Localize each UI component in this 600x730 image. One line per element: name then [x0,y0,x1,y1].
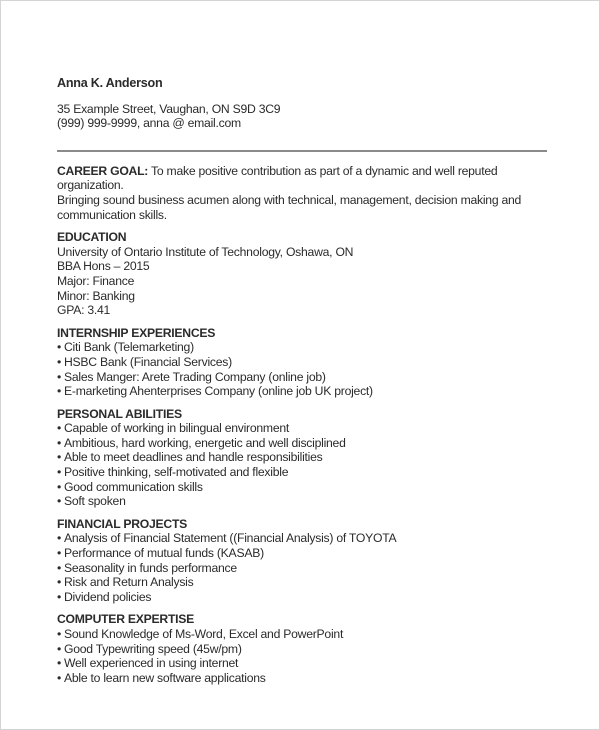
bullet-icon: • [57,465,62,480]
list-item [57,627,557,642]
list-item [57,561,557,576]
list-item [57,671,557,686]
list-item-text: Risk and Return Analysis [64,575,194,590]
list-item [57,575,557,590]
career-goal-section [57,164,557,222]
education-title: EDUCATION [57,230,127,245]
career-goal-line-2: Bringing sound business acumen along with technical, management, decision making and [57,192,522,207]
list-item [57,642,557,657]
list-item [57,465,557,480]
list-item-text: Sound Knowledge of Ms-Word, Excel and PowerPoint [64,627,344,641]
bullet-icon: • [57,589,62,604]
list-item [57,370,557,385]
candidate-name: Anna K. Anderson [57,76,163,90]
bullet-icon: • [57,641,62,656]
list-item-text: Capable of working in bilingual environment [64,421,290,436]
list-item [57,546,557,561]
bullet-icon: • [57,421,62,436]
bullet-icon: • [57,354,62,369]
career-goal-line-1 [57,164,557,193]
bullet-icon: • [57,546,62,561]
list-item [57,531,557,546]
bullet-icon: • [57,479,62,494]
bullet-icon: • [57,494,62,509]
computer-title: COMPUTER EXPERTISE [57,612,195,627]
bullet-icon: • [57,384,62,399]
list-item-text: E-marketing Ahenterprises Company (online job UK project) [64,384,373,399]
list-item [57,384,557,399]
computer-list [57,627,557,685]
phone-email-line: (999) 999-9999, anna @ email.com [57,116,241,131]
internship-section [57,326,557,399]
bullet-icon: • [57,656,62,671]
internship-title: INTERNSHIP EXPERIENCES [57,325,216,340]
list-item [57,480,557,495]
list-item [57,590,557,605]
list-item-text: Well experienced in using internet [64,656,239,671]
list-item [57,494,557,509]
education-line: Minor: Banking [57,288,135,303]
education-line: BBA Hons – 2015 [57,259,150,274]
bullet-icon: • [57,340,62,355]
career-goal-label: CAREER GOAL: [57,163,149,178]
list-item [57,340,557,355]
education-section [57,230,557,318]
projects-list [57,531,557,604]
list-item-text: Good communication skills [64,479,203,494]
resume-page [57,76,557,693]
header-divider [57,150,547,152]
list-item-text: HSBC Bank (Financial Services) [64,354,232,369]
bullet-icon: • [57,450,62,465]
career-goal-line-3: communication skills. [57,207,167,222]
career-goal-text: To make positive contribution as part of a dynamic and well reputed organization. [57,163,498,193]
list-item-text: Dividend policies [64,589,152,604]
bullet-icon: • [57,531,62,546]
list-item [57,450,557,465]
list-item [57,421,557,436]
education-line: GPA: 3.41 [57,303,111,318]
bullet-icon: • [57,575,62,590]
list-item-text: Soft spoken [64,494,126,509]
list-item [57,436,557,451]
bullet-icon: • [57,435,62,450]
bullet-icon: • [57,627,62,641]
internship-list [57,340,557,398]
list-item-text: Analysis of Financial Statement ((Financial Analysis) of TOYOTA [64,531,397,546]
list-item-text: Seasonality in funds performance [64,560,237,575]
list-item-text: Able to learn new software applications [64,670,266,685]
projects-section [57,517,557,605]
education-line: University of Ontario Institute of Technology, Oshawa, ON [57,244,354,259]
list-item-text: Positive thinking, self-motivated and flexible [64,465,289,480]
education-line: Major: Finance [57,273,135,288]
list-item-text: Good Typewriting speed (45w/pm) [64,641,242,656]
abilities-section [57,407,557,509]
abilities-list [57,421,557,509]
bullet-icon: • [57,670,62,685]
computer-section [57,612,557,685]
list-item-text: Able to meet deadlines and handle responsibilities [64,450,323,465]
address-line: 35 Example Street, Vaughan, ON S9D 3C9 [57,101,281,116]
list-item-text: Performance of mutual funds (KASAB) [64,546,264,561]
list-item-text: Sales Manger: Arete Trading Company (online job) [64,369,326,384]
bullet-icon: • [57,369,62,384]
list-item-text: Ambitious, hard working, energetic and well disciplined [64,435,346,450]
abilities-title: PERSONAL ABILITIES [57,406,182,421]
list-item [57,355,557,370]
projects-title: FINANCIAL PROJECTS [57,516,188,531]
list-item [57,656,557,671]
bullet-icon: • [57,560,62,575]
list-item-text: Citi Bank (Telemarketing) [64,340,194,355]
